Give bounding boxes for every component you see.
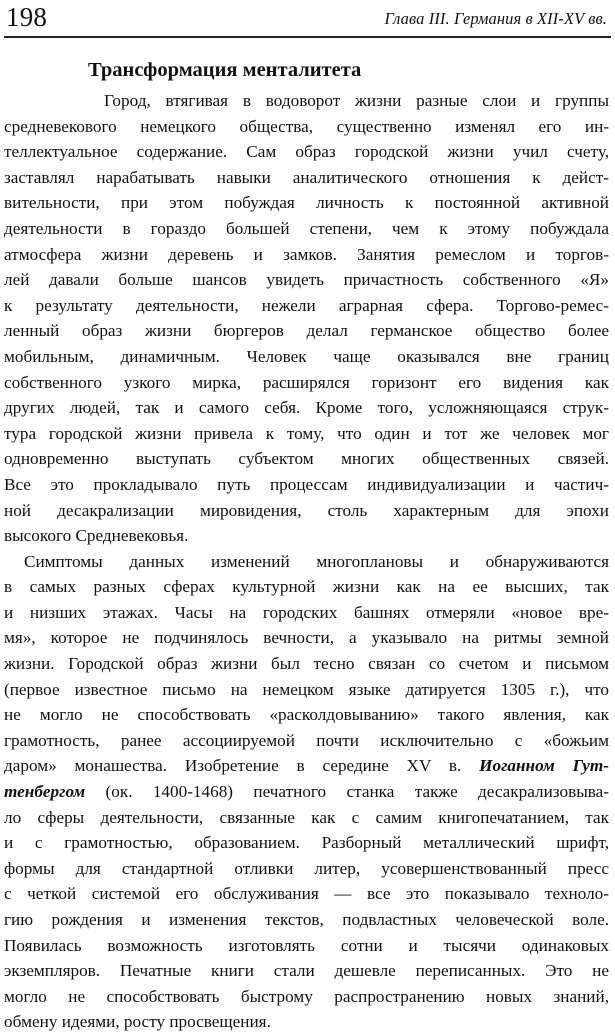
page-content <box>4 46 609 1035</box>
person-name: Иоганном Гут- <box>479 756 609 776</box>
text-line: ленный образ жизни бюргеров делал германское общество более <box>4 321 609 341</box>
text-line: Симптомы данных изменений многоплановы и обнаруживаются <box>24 551 609 571</box>
text-line: Все это прокладывало путь процессам индивидуализации и частич- <box>4 474 609 494</box>
text-line: мя», которое не подчинялось вечности, а указывало на ритмы земной <box>4 628 609 648</box>
text-line: (первое известное письмо на немецком языке датируется 1305 г.), что <box>4 679 609 699</box>
text-line: мобильным, динамичным. Человек чаще оказывался вне границ <box>4 346 609 366</box>
text-line: других людей, так и самого себя. Кроме того, усложняющаяся струк- <box>4 398 609 418</box>
text-line: могло не способствовать быстрому распространению новых знаний, <box>4 986 609 1006</box>
page-header <box>4 0 611 38</box>
text-line: лей давали больше шансов увидеть причастность собственного «Я» <box>4 270 609 290</box>
page-number: 198 <box>6 2 48 32</box>
paragraph-1 <box>4 88 609 549</box>
text-line: ло сферы деятельности, связанные как с самим книгопечатанием, так <box>4 807 609 827</box>
text-line: средневекового немецкого общества, существенно изменял его ин- <box>4 116 609 136</box>
text-line: атмосфера жизни деревень и замков. Занятия ремеслом и торгов- <box>4 244 609 264</box>
paragraph-2 <box>4 549 609 1035</box>
text-line: жизни. Городской образ жизни был тесно связан со счетом и письмом <box>4 654 609 674</box>
text-line-mixed <box>4 779 609 805</box>
text-line: деятельности в гораздо большей степени, чем к этому побуждала <box>4 218 609 238</box>
text-run: даром» монашества. Изобретение в середине XV в. <box>4 756 462 776</box>
text-line: к результату деятельности, нежели аграрная сфера. Торгово-ремес- <box>4 295 609 315</box>
text-line: одновременно выступать субъектом многих общественных связей. <box>4 449 609 469</box>
text-line: собственного узкого мирка, расширялся горизонт его видения как <box>4 372 609 392</box>
text-line: вительности, при этом побуждая личность к постоянной активной <box>4 193 609 213</box>
text-line: в самых разных сферах культурной жизни как на ее высших, так <box>4 577 609 597</box>
text-line: грамотность, ранее ассоциируемой почти исключительно с «божьим <box>4 730 609 750</box>
text-line: с четкой системой его обслуживания — все это показывало техноло- <box>4 884 609 904</box>
text-line-mixed <box>4 753 609 779</box>
text-line: формы для стандартной отливки литер, усовершенствованный пресс <box>4 858 609 878</box>
text-line: ной десакрализации мировидения, столь характерным для эпохи <box>4 500 609 520</box>
text-line: экземпляров. Печатные книги стали дешевле переписанных. Это не <box>4 961 609 981</box>
text-line: обмену идеями, росту просвещения. <box>4 1012 271 1032</box>
text-run: (ок. 1400-1468) печатного станка также десакрализовыва- <box>85 782 609 802</box>
text-line: теллектуальное содержание. Сам образ городской жизни учил счету, <box>4 142 609 162</box>
text-line: Появилась возможность изготовлять сотни и тысячи одинаковых <box>4 935 609 955</box>
text-line: заставлял нарабатывать навыки аналитического отношения к дейст- <box>4 167 609 187</box>
section-title: Трансформация менталитета <box>88 59 362 81</box>
person-name: тенбергом <box>4 782 86 802</box>
text-line: Город, втягивая в водоворот жизни разные слои и группы <box>104 91 609 110</box>
text-line: тура городской жизни привела к тому, что один и тот же человек мог <box>4 423 609 443</box>
running-head: Глава III. Германия в XII-XV вв. <box>384 9 607 28</box>
text-line: и низших этажах. Часы на городских башнях отмеряли «новое вре- <box>4 602 609 622</box>
text-line: гию рождения и изменения текстов, подвластных человеческой воле. <box>4 910 609 929</box>
text-line: не могло не способствовать «расколдовыванию» такого явления, как <box>4 705 609 725</box>
text-line: и с грамотностью, образованием. Разборный металлический шрифт, <box>4 833 609 853</box>
text-line: высокого Средневековья. <box>4 526 189 546</box>
